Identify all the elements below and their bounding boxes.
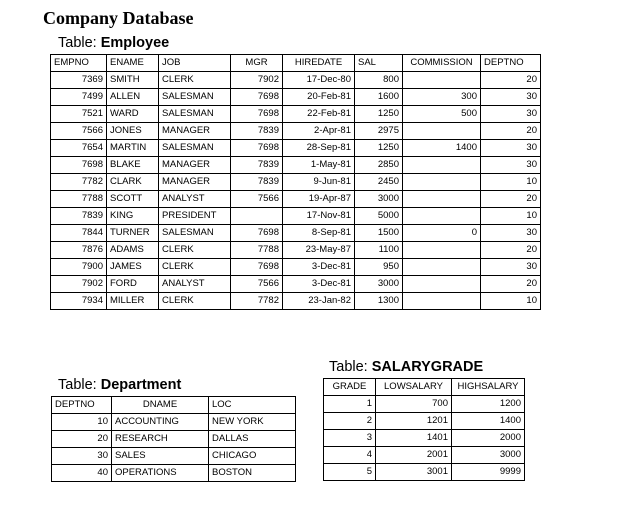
table-row (51, 123, 541, 140)
employee-cell-hiredate: 23-Jan-82 (283, 293, 355, 310)
employee-cell-job: CLERK (159, 242, 231, 259)
employee-header-ename: ENAME (107, 55, 159, 72)
employee-cell-empno: 7566 (51, 123, 107, 140)
employee-cell-sal: 1500 (355, 225, 403, 242)
employee-cell-ename: MILLER (107, 293, 159, 310)
employee-cell-deptno: 30 (481, 259, 541, 276)
employee-cell-mgr: 7839 (231, 123, 283, 140)
employee-cell-commission (403, 293, 481, 310)
department-caption (58, 377, 181, 393)
employee-cell-mgr (231, 208, 283, 225)
employee-cell-job: MANAGER (159, 123, 231, 140)
employee-cell-sal: 1250 (355, 106, 403, 123)
department-cell-dname: SALES (112, 448, 209, 465)
salarygrade-caption-prefix: Table: (329, 359, 372, 375)
employee-cell-sal: 3000 (355, 276, 403, 293)
employee-cell-commission (403, 72, 481, 89)
salarygrade-body (324, 396, 525, 481)
employee-caption (58, 35, 169, 51)
department-caption-name: Department (100, 377, 182, 393)
employee-cell-deptno: 30 (481, 157, 541, 174)
employee-cell-job: MANAGER (159, 157, 231, 174)
employee-cell-mgr: 7902 (231, 72, 283, 89)
department-header-deptno: DEPTNO (52, 397, 112, 414)
table-row (52, 448, 296, 465)
employee-cell-empno: 7839 (51, 208, 107, 225)
table-row (52, 465, 296, 482)
employee-cell-hiredate: 22-Feb-81 (283, 106, 355, 123)
employee-cell-ename: BLAKE (107, 157, 159, 174)
salarygrade-header-lowsalary: LOWSALARY (376, 379, 452, 396)
salarygrade-cell-lowsalary: 1401 (376, 430, 452, 447)
table-row (51, 276, 541, 293)
employee-cell-sal: 5000 (355, 208, 403, 225)
employee-cell-deptno: 20 (481, 123, 541, 140)
employee-cell-job: SALESMAN (159, 89, 231, 106)
employee-cell-commission (403, 208, 481, 225)
department-cell-loc: NEW YORK (209, 414, 296, 431)
table-row (324, 464, 525, 481)
table-row (324, 430, 525, 447)
employee-cell-sal: 2975 (355, 123, 403, 140)
employee-cell-job: ANALYST (159, 276, 231, 293)
employee-cell-mgr: 7788 (231, 242, 283, 259)
employee-cell-empno: 7698 (51, 157, 107, 174)
table-row (324, 396, 525, 413)
employee-cell-empno: 7876 (51, 242, 107, 259)
employee-cell-deptno: 10 (481, 293, 541, 310)
department-cell-deptno: 20 (52, 431, 112, 448)
employee-cell-hiredate: 19-Apr-87 (283, 191, 355, 208)
department-cell-loc: BOSTON (209, 465, 296, 482)
employee-cell-mgr: 7698 (231, 89, 283, 106)
employee-cell-mgr: 7698 (231, 106, 283, 123)
employee-cell-empno: 7782 (51, 174, 107, 191)
table-row (51, 174, 541, 191)
employee-cell-sal: 1600 (355, 89, 403, 106)
employee-cell-ename: WARD (107, 106, 159, 123)
employee-cell-job: CLERK (159, 259, 231, 276)
employee-body (51, 72, 541, 310)
employee-cell-deptno: 20 (481, 72, 541, 89)
employee-cell-deptno: 30 (481, 89, 541, 106)
employee-cell-empno: 7902 (51, 276, 107, 293)
employee-header-hiredate: HIREDATE (283, 55, 355, 72)
salarygrade-cell-highsalary: 1200 (452, 396, 525, 413)
employee-header-sal: SAL (355, 55, 403, 72)
employee-cell-commission (403, 157, 481, 174)
employee-cell-deptno: 30 (481, 140, 541, 157)
employee-cell-job: PRESIDENT (159, 208, 231, 225)
employee-cell-empno: 7521 (51, 106, 107, 123)
employee-header-job: JOB (159, 55, 231, 72)
employee-cell-empno: 7844 (51, 225, 107, 242)
employee-cell-sal: 1100 (355, 242, 403, 259)
employee-cell-ename: JONES (107, 123, 159, 140)
employee-cell-empno: 7369 (51, 72, 107, 89)
employee-cell-commission (403, 276, 481, 293)
table-row (324, 413, 525, 430)
employee-cell-sal: 950 (355, 259, 403, 276)
employee-cell-job: SALESMAN (159, 140, 231, 157)
department-cell-deptno: 40 (52, 465, 112, 482)
page-title: Company Database (43, 8, 194, 28)
table-row (51, 89, 541, 106)
department-body (52, 414, 296, 482)
employee-cell-mgr: 7566 (231, 276, 283, 293)
department-cell-loc: CHICAGO (209, 448, 296, 465)
employee-cell-hiredate: 9-Jun-81 (283, 174, 355, 191)
employee-header-mgr: MGR (231, 55, 283, 72)
salarygrade-cell-grade: 4 (324, 447, 376, 464)
department-header-dname: DNAME (112, 397, 209, 414)
table-row (51, 106, 541, 123)
employee-cell-job: ANALYST (159, 191, 231, 208)
employee-cell-sal: 1250 (355, 140, 403, 157)
employee-cell-deptno: 10 (481, 174, 541, 191)
employee-cell-deptno: 10 (481, 208, 541, 225)
department-cell-dname: RESEARCH (112, 431, 209, 448)
employee-cell-empno: 7934 (51, 293, 107, 310)
table-row (52, 414, 296, 431)
employee-cell-job: SALESMAN (159, 106, 231, 123)
table-row (51, 157, 541, 174)
salarygrade-cell-grade: 5 (324, 464, 376, 481)
employee-cell-hiredate: 28-Sep-81 (283, 140, 355, 157)
salarygrade-cell-highsalary: 9999 (452, 464, 525, 481)
employee-cell-mgr: 7698 (231, 225, 283, 242)
employee-cell-deptno: 30 (481, 106, 541, 123)
employee-table (50, 54, 541, 310)
employee-cell-job: CLERK (159, 293, 231, 310)
employee-cell-empno: 7654 (51, 140, 107, 157)
employee-cell-ename: ALLEN (107, 89, 159, 106)
employee-cell-commission (403, 123, 481, 140)
employee-cell-ename: KING (107, 208, 159, 225)
salarygrade-caption (329, 359, 483, 375)
employee-cell-sal: 2850 (355, 157, 403, 174)
salarygrade-cell-grade: 1 (324, 396, 376, 413)
employee-cell-empno: 7499 (51, 89, 107, 106)
employee-cell-hiredate: 8-Sep-81 (283, 225, 355, 242)
employee-cell-mgr: 7566 (231, 191, 283, 208)
employee-cell-ename: ADAMS (107, 242, 159, 259)
employee-header-deptno: DEPTNO (481, 55, 541, 72)
employee-cell-mgr: 7782 (231, 293, 283, 310)
salarygrade-cell-lowsalary: 3001 (376, 464, 452, 481)
employee-caption-prefix: Table: (58, 35, 101, 51)
employee-cell-commission: 1400 (403, 140, 481, 157)
employee-cell-hiredate: 23-May-87 (283, 242, 355, 259)
employee-cell-mgr: 7839 (231, 174, 283, 191)
department-table (51, 396, 296, 482)
salarygrade-header-row (324, 379, 525, 396)
table-row (52, 431, 296, 448)
salarygrade-cell-lowsalary: 2001 (376, 447, 452, 464)
employee-header-row (51, 55, 541, 72)
employee-cell-commission (403, 174, 481, 191)
employee-cell-ename: TURNER (107, 225, 159, 242)
table-row (51, 191, 541, 208)
employee-cell-hiredate: 20-Feb-81 (283, 89, 355, 106)
employee-cell-ename: FORD (107, 276, 159, 293)
department-cell-deptno: 30 (52, 448, 112, 465)
department-header-row (52, 397, 296, 414)
salarygrade-table (323, 378, 525, 481)
employee-cell-job: MANAGER (159, 174, 231, 191)
employee-cell-sal: 3000 (355, 191, 403, 208)
employee-cell-sal: 2450 (355, 174, 403, 191)
employee-cell-mgr: 7839 (231, 157, 283, 174)
employee-cell-ename: CLARK (107, 174, 159, 191)
employee-cell-ename: MARTIN (107, 140, 159, 157)
salarygrade-cell-highsalary: 2000 (452, 430, 525, 447)
department-cell-dname: ACCOUNTING (112, 414, 209, 431)
salarygrade-header-grade: GRADE (324, 379, 376, 396)
employee-cell-empno: 7900 (51, 259, 107, 276)
employee-cell-empno: 7788 (51, 191, 107, 208)
employee-cell-hiredate: 3-Dec-81 (283, 276, 355, 293)
employee-cell-hiredate: 3-Dec-81 (283, 259, 355, 276)
employee-cell-hiredate: 2-Apr-81 (283, 123, 355, 140)
table-row (51, 208, 541, 225)
employee-cell-commission (403, 191, 481, 208)
department-cell-loc: DALLAS (209, 431, 296, 448)
employee-cell-deptno: 20 (481, 276, 541, 293)
employee-cell-job: CLERK (159, 72, 231, 89)
department-cell-dname: OPERATIONS (112, 465, 209, 482)
employee-header-commission: COMMISSION (403, 55, 481, 72)
employee-cell-mgr: 7698 (231, 140, 283, 157)
salarygrade-cell-highsalary: 1400 (452, 413, 525, 430)
employee-cell-ename: JAMES (107, 259, 159, 276)
employee-cell-deptno: 20 (481, 191, 541, 208)
table-row (324, 447, 525, 464)
salarygrade-cell-lowsalary: 1201 (376, 413, 452, 430)
employee-cell-commission: 0 (403, 225, 481, 242)
employee-cell-commission: 500 (403, 106, 481, 123)
table-row (51, 225, 541, 242)
table-row (51, 72, 541, 89)
employee-cell-commission: 300 (403, 89, 481, 106)
employee-cell-job: SALESMAN (159, 225, 231, 242)
table-row (51, 259, 541, 276)
employee-cell-mgr: 7698 (231, 259, 283, 276)
department-caption-prefix: Table: (58, 377, 101, 393)
employee-cell-hiredate: 17-Nov-81 (283, 208, 355, 225)
employee-cell-sal: 1300 (355, 293, 403, 310)
department-cell-deptno: 10 (52, 414, 112, 431)
employee-cell-ename: SMITH (107, 72, 159, 89)
department-header-loc: LOC (209, 397, 296, 414)
salarygrade-cell-grade: 2 (324, 413, 376, 430)
table-row (51, 140, 541, 157)
salarygrade-cell-lowsalary: 700 (376, 396, 452, 413)
employee-cell-deptno: 30 (481, 225, 541, 242)
salarygrade-caption-name: SALARYGRADE (371, 359, 484, 375)
employee-cell-hiredate: 17-Dec-80 (283, 72, 355, 89)
employee-cell-deptno: 20 (481, 242, 541, 259)
employee-cell-commission (403, 259, 481, 276)
employee-header-empno: EMPNO (51, 55, 107, 72)
employee-cell-sal: 800 (355, 72, 403, 89)
table-row (51, 293, 541, 310)
employee-cell-ename: SCOTT (107, 191, 159, 208)
salarygrade-header-highsalary: HIGHSALARY (452, 379, 525, 396)
employee-caption-name: Employee (100, 35, 170, 51)
employee-cell-hiredate: 1-May-81 (283, 157, 355, 174)
salarygrade-cell-highsalary: 3000 (452, 447, 525, 464)
table-row (51, 242, 541, 259)
salarygrade-cell-grade: 3 (324, 430, 376, 447)
employee-cell-commission (403, 242, 481, 259)
